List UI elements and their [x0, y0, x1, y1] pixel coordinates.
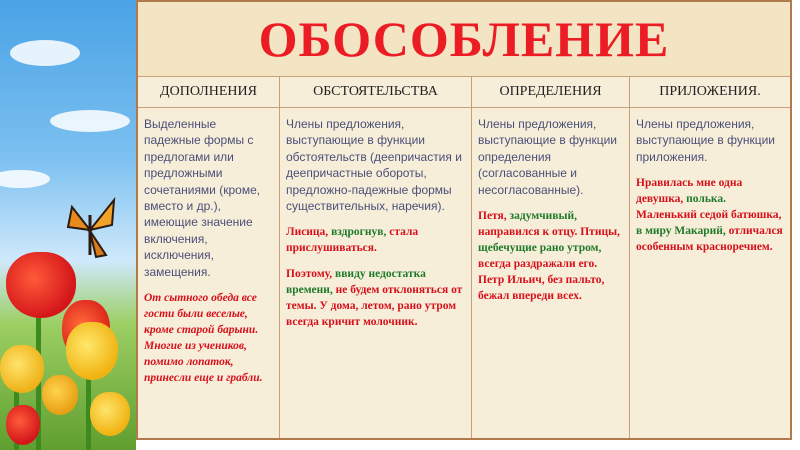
- column-example: Нравилась мне одна девушка, полька. Маленький седой батюшка, в миру Макарий, отличался особенным красноречием.: [636, 177, 783, 254]
- column-example: От сытного обеда все гости были веселые, кроме старой барыни. Многие из учеников, помимо лопаток, принесли еще и грабли.: [144, 292, 263, 385]
- butterfly-icon: [62, 195, 118, 265]
- yellow-tulip: [66, 322, 118, 380]
- column-appositions: [630, 76, 790, 438]
- flowers-butterfly-picture: [0, 0, 136, 450]
- column-description: Члены предложения, выступающие в функции приложения.: [636, 117, 775, 164]
- red-tulip: [6, 252, 76, 318]
- column-attributes: [472, 76, 630, 438]
- page-title: ОБОСОБЛЕНИЕ: [138, 2, 790, 77]
- column-description: Члены предложения, выступающие в функции определения (согласованные и несогласованные).: [478, 117, 617, 197]
- column-header: ОБСТОЯТЕЛЬСТВА: [280, 76, 471, 108]
- column-header: ПРИЛОЖЕНИЯ.: [630, 76, 790, 108]
- table: [136, 0, 792, 440]
- column-description: Выделенные падежные формы с предлогами или предложными сочетаниями (кроме, вместо и др.), имеющие значение включения, исключения, замещения.: [144, 117, 261, 279]
- column-circumstances: [280, 76, 472, 438]
- column-example: Лисица, вздрогнув, стала прислушиваться.: [286, 226, 419, 255]
- column-additions: [138, 76, 280, 438]
- column-example: Петя, задумчивый, направился к отцу. Птицы, щебечущие рано утром, всегда раздражали его. Петр Ильич, без пальто, бежал впереди всех.: [478, 210, 620, 303]
- column-header: ОПРЕДЕЛЕНИЯ: [472, 76, 629, 108]
- column-description: Члены предложения, выступающие в функции обстоятельств (деепричастия и деепричастные обороты, предложно-падежные формы существительных, наречия).: [286, 117, 462, 214]
- column-example: Поэтому, ввиду недостатка времени, не будем отклоняться от темы. У дома, летом, рано утром всегда кричит молочник.: [286, 268, 463, 329]
- column-header: ДОПОЛНЕНИЯ: [138, 76, 279, 108]
